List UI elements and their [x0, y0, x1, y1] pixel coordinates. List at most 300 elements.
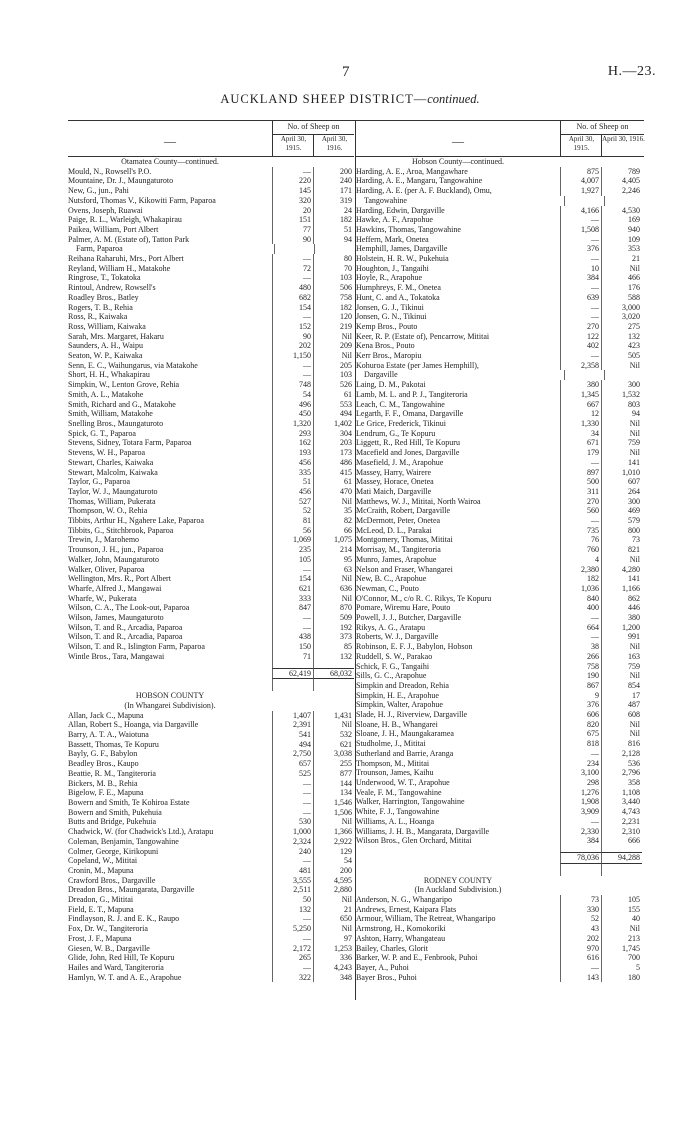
owner-name: Rikys, A. G., Aratapu — [356, 622, 426, 632]
table-row — [356, 390, 644, 400]
sheep-1915: 758 — [560, 662, 601, 672]
sheep-1915: 400 — [560, 603, 601, 613]
sheep-1915: 143 — [560, 973, 601, 983]
sheep-1915: 847 — [272, 603, 313, 613]
sheep-1915: — — [560, 613, 601, 623]
sheep-1916: 120 — [313, 312, 354, 322]
sheep-1915: 56 — [272, 526, 313, 536]
owner-name: Powell, J. J., Butcher, Dargaville — [356, 613, 462, 623]
sheep-1915: 541 — [272, 730, 313, 740]
owner-name: Kohuroa Estate (per James Hemphill), — [356, 360, 479, 370]
owner-name: Hailes and Ward, Tangiteroria — [68, 962, 164, 972]
table-row — [68, 555, 354, 565]
sheep-1916: Nil — [601, 720, 642, 730]
sheep-1915: 182 — [560, 574, 601, 584]
table-row — [356, 487, 644, 497]
table-row — [356, 584, 644, 594]
table-row — [356, 632, 644, 642]
owner-name: Mati Maich, Dargaville — [356, 486, 432, 496]
sheep-1916: Nil — [313, 720, 354, 730]
sheep-1916: 3,038 — [313, 749, 354, 759]
sheep-1915: 5,250 — [272, 924, 313, 934]
table-row — [356, 574, 644, 584]
sheep-1916: 469 — [601, 506, 642, 516]
owner-name: Seaton, W. P., Kaiwaka — [68, 351, 143, 361]
table-row — [68, 817, 354, 827]
table-row — [356, 924, 644, 934]
table-row — [68, 759, 354, 769]
owner-name: Coleman, Benjamin, Tangowahine — [68, 836, 179, 846]
sheep-1916: 94 — [601, 409, 642, 419]
owner-name: Wilson, C. A., The Look-out, Paparoa — [68, 603, 190, 613]
sheep-1915: 376 — [560, 244, 601, 254]
table-row — [68, 303, 354, 313]
sheep-1915: 1,036 — [560, 584, 601, 594]
sheep-1916: 803 — [601, 400, 642, 410]
sheep-1915: — — [560, 351, 601, 361]
owner-name: Ringrose, T., Tokatoka — [68, 273, 141, 283]
total-row — [356, 852, 644, 864]
table-row — [356, 351, 644, 361]
sheep-1915: — — [272, 856, 313, 866]
owner-name: Williams, J. H. B., Mangarata, Dargaville — [356, 826, 490, 836]
table-row — [356, 283, 644, 293]
sheep-1915: 122 — [560, 332, 601, 342]
owner-name: Simpkin, H. E., Arapohue — [356, 690, 439, 700]
owner-name: Palmer, A. M. (Estate of), Tatton Park — [68, 234, 190, 244]
sheep-1916: 4,530 — [601, 206, 642, 216]
owner-name: Giesen, W. B., Dargaville — [68, 943, 150, 953]
sheep-1915: 500 — [560, 477, 601, 487]
sheep-1916: 415 — [313, 468, 354, 478]
sheep-1915: 154 — [272, 303, 313, 313]
sheep-1915: — — [560, 632, 601, 642]
sheep-1916: 446 — [601, 603, 642, 613]
table-row — [356, 934, 644, 944]
sheep-1915: 897 — [560, 468, 601, 478]
owner-name: Sills, G. C., Arapohue — [356, 671, 427, 681]
table-row — [356, 303, 644, 313]
sheep-1915: — — [272, 273, 313, 283]
table-row — [356, 254, 644, 264]
table-row — [68, 448, 354, 458]
sheep-1915: 671 — [560, 438, 601, 448]
sheep-1915: — — [272, 254, 313, 264]
sheep-1916: 300 — [601, 497, 642, 507]
table-row — [68, 341, 354, 351]
section-heading — [68, 691, 354, 701]
sheep-1916: 209 — [313, 341, 354, 351]
sheep-1915: 760 — [560, 545, 601, 555]
owner-name: Wilson, T. and R., Arcadia, Paparoa — [68, 632, 183, 642]
sheep-count-label: No. of Sheep on — [272, 120, 354, 135]
table-row — [68, 215, 354, 225]
sheep-1916: 192 — [313, 623, 354, 633]
owner-name: Taylor, W. J., Maungaturoto — [68, 486, 158, 496]
table-row — [68, 438, 354, 448]
owner-name: Reihana Raharuhi, Mrs., Port Albert — [68, 254, 184, 264]
sheep-1915 — [274, 244, 314, 254]
table-row — [356, 973, 644, 983]
sheep-1916: 348 — [313, 973, 354, 983]
sheep-1916: 171 — [313, 186, 354, 196]
sheep-1916: 621 — [313, 740, 354, 750]
sheep-1916: 2,128 — [601, 749, 642, 759]
owner-name: Farm, Paparoa — [76, 244, 123, 254]
owner-name: Short, H. H., Whakapirau — [68, 370, 150, 380]
sheep-1916: 54 — [313, 856, 354, 866]
sheep-1916: 553 — [313, 400, 354, 410]
table-row — [68, 477, 354, 487]
sheep-1916: 1,366 — [313, 827, 354, 837]
owner-name: Walker, Oliver, Paparoa — [68, 564, 145, 574]
owner-name: Smith, William, Matakohe — [68, 409, 153, 419]
owner-name: Hobson County—continued. — [412, 157, 504, 166]
table-row — [356, 332, 644, 342]
year-1915-header: April 30, 1915. — [560, 135, 602, 156]
owner-name: Legarth, F. F., Omana, Dargaville — [356, 409, 464, 419]
table-row — [68, 953, 354, 963]
sheep-1916: Nil — [601, 448, 642, 458]
sheep-1915: — — [560, 963, 601, 973]
sheep-1915 — [564, 370, 604, 380]
owner-name: Rogers, T. B., Rehia — [68, 302, 133, 312]
sheep-1916: 536 — [601, 759, 642, 769]
sheep-1915: 190 — [560, 671, 601, 681]
sheep-1915: 151 — [272, 215, 313, 225]
owner-name: Robinson, E. F. J., Babylon, Hobson — [356, 642, 473, 652]
owner-name: Anderson, N. G., Whangaripo — [356, 895, 453, 905]
sheep-1915: 54 — [272, 390, 313, 400]
table-row — [356, 448, 644, 458]
owner-name: Wilson, T. and R., Islington Farm, Paparoa — [68, 642, 205, 652]
owner-name: Masefield, J. M., Arapohue — [356, 457, 444, 467]
owner-name — [68, 668, 272, 680]
table-row — [356, 497, 644, 507]
sheep-1916: 275 — [601, 322, 642, 332]
sheep-1915: 266 — [560, 652, 601, 662]
table-row — [356, 361, 644, 371]
owner-name: Bassett, Thomas, Te Kopuru — [68, 739, 159, 749]
owner-name: Trewin, J., Marohemo — [68, 535, 140, 545]
year-1915-header: April 30, 1915. — [272, 135, 314, 156]
sheep-1916: 21 — [601, 254, 642, 264]
owner-name: Williams, A. L., Hoanga — [356, 816, 435, 826]
sheep-1916: 155 — [601, 905, 642, 915]
sheep-1915: 202 — [560, 934, 601, 944]
sheep-1916: 173 — [313, 448, 354, 458]
table-row — [68, 322, 354, 332]
table-row — [356, 535, 644, 545]
sheep-1915: 496 — [272, 400, 313, 410]
owner-name: Laing, D. M., Pakotai — [356, 380, 426, 390]
sheep-1916: 1,108 — [601, 788, 642, 798]
owner-name: Rintoul, Andrew, Rowsell's — [68, 283, 156, 293]
sheep-1916: 466 — [601, 273, 642, 283]
owner-name: Allan, Robert S., Hoanga, via Dargaville — [68, 720, 199, 730]
owner-name: RODNEY COUNTY — [423, 875, 493, 885]
sheep-1915: — — [560, 283, 601, 293]
sheep-1915: 1,150 — [272, 351, 313, 361]
sheep-1915: 664 — [560, 623, 601, 633]
sheep-1916: Nil — [601, 642, 642, 652]
sheep-1916: Nil — [313, 332, 354, 342]
table-row — [68, 730, 354, 740]
table-row — [356, 963, 644, 973]
sheep-1916: 1,010 — [601, 468, 642, 478]
sheep-1916: 200 — [313, 167, 354, 177]
sheep-1916: Nil — [601, 924, 642, 934]
owner-name: Newman, C., Pouto — [356, 583, 419, 593]
table-row — [68, 487, 354, 497]
sheep-1915: 2,358 — [560, 361, 601, 371]
table-row — [356, 409, 644, 419]
owner-name: White, F. J., Tangowahine — [356, 807, 440, 817]
sheep-1916: 1,745 — [601, 944, 642, 954]
sheep-1916: 470 — [313, 487, 354, 497]
owner-name: Harding, A. E., Aroa, Mangawhare — [356, 166, 468, 176]
owner-name: Reyland, William H., Matakohe — [68, 263, 171, 273]
table-row — [68, 642, 354, 652]
table-row — [356, 768, 644, 778]
owner-name: Thompson, M., Mititai — [356, 758, 430, 768]
sheep-1916: 608 — [601, 710, 642, 720]
owner-name: Lendrum, G., Te Kopuru — [356, 428, 436, 438]
sheep-1915: 4,007 — [560, 176, 601, 186]
table-row — [356, 341, 644, 351]
owner-name: Walker, John, Maungaturoto — [68, 554, 160, 564]
sheep-1916: 1,546 — [313, 798, 354, 808]
sheep-1916: 300 — [601, 380, 642, 390]
table-row — [68, 186, 354, 196]
table-row — [356, 662, 644, 672]
sheep-1916: Nil — [601, 671, 642, 681]
owner-name: Wharfe, Alfred J., Mangawai — [68, 583, 162, 593]
owner-name: Underwood, W. T., Arapohue — [356, 778, 450, 787]
sheep-1915: — — [272, 808, 313, 818]
sheep-1916: 506 — [313, 283, 354, 293]
sheep-1915 — [564, 196, 604, 206]
sheep-1915: 335 — [272, 468, 313, 478]
right-table-header — [356, 120, 644, 157]
owner-name: Hawke, A. F., Arapohue — [356, 215, 433, 225]
owner-name: Kerr Bros., Maropiu — [356, 351, 422, 361]
sheep-1916: Nil — [601, 419, 642, 429]
sheep-1916: 877 — [313, 769, 354, 779]
sheep-1916: 3,020 — [601, 312, 642, 322]
sheep-1915: 76 — [560, 535, 601, 545]
sheep-1915: — — [272, 167, 313, 177]
sheep-1915: 2,750 — [272, 749, 313, 759]
table-row — [356, 681, 644, 691]
sheep-1915: 62,419 — [272, 668, 313, 680]
sheep-1916: 2,310 — [601, 827, 642, 837]
sheep-1915: 3,100 — [560, 768, 601, 778]
sheep-1916: 373 — [313, 632, 354, 642]
sheep-1916: 51 — [313, 225, 354, 235]
table-row — [356, 225, 644, 235]
table-row — [356, 429, 644, 439]
owner-name: Beattie, R. M., Tangiteroria — [68, 768, 156, 778]
sheep-1915: — — [560, 215, 601, 225]
sheep-1915: 52 — [560, 914, 601, 924]
table-row — [68, 235, 354, 245]
owner-name: Slade, H. J., Riverview, Dargaville — [356, 710, 468, 720]
owner-name: Nutsford, Thomas V., Kikowiti Farm, Paparoa — [68, 195, 216, 205]
owner-name: Wellington, Mrs. R., Port Albert — [68, 574, 171, 584]
sheep-1916: 532 — [313, 730, 354, 740]
table-row — [356, 312, 644, 322]
table-row — [68, 206, 354, 216]
sheep-1915: 1,276 — [560, 788, 601, 798]
sheep-1916: 182 — [313, 303, 354, 313]
sheep-1915: — — [560, 303, 601, 313]
table-row — [68, 613, 354, 623]
sheep-1915: 179 — [560, 448, 601, 458]
sheep-1916: 240 — [313, 176, 354, 186]
table-row — [68, 847, 354, 857]
owner-name: Keer, R. P. (Estate of), Pencarrow, Mititai — [356, 331, 490, 341]
sheep-1916: 1,166 — [601, 584, 642, 594]
table-row — [68, 749, 354, 759]
sheep-1916: 423 — [601, 341, 642, 351]
section-heading — [356, 876, 644, 886]
sheep-1916: 2,922 — [313, 837, 354, 847]
sheep-1916: 4,280 — [601, 565, 642, 575]
sheep-1916: 214 — [313, 545, 354, 555]
table-row — [356, 244, 644, 254]
table-row — [68, 468, 354, 478]
table-row — [356, 729, 644, 739]
owner-name: Studholme, J., Mititai — [356, 739, 426, 749]
owner-name: Chadwick, W. (for Chadwick's Ltd.), Aratapu — [68, 827, 214, 837]
owner-name: Tibbits, G., Stitchbrook, Paparoa — [68, 525, 174, 535]
sheep-1915: 621 — [272, 584, 313, 594]
owner-name: Bigelow, F. E., Mapuna — [68, 788, 144, 798]
sheep-1916: 66 — [313, 526, 354, 536]
sheep-1915: — — [272, 798, 313, 808]
sheep-1915: 639 — [560, 293, 601, 303]
sheep-1915: 438 — [272, 632, 313, 642]
sheep-1915: 657 — [272, 759, 313, 769]
table-row — [68, 351, 354, 361]
sheep-1916: 494 — [313, 409, 354, 419]
sheep-1915: 330 — [560, 905, 601, 915]
table-row — [356, 691, 644, 701]
sheep-1916: 103 — [313, 273, 354, 283]
table-row — [68, 225, 354, 235]
owner-name: Hamlyn, W. T. and A. E., Arapohue — [68, 972, 182, 982]
owner-name: Le Grice, Frederick, Tikinui — [356, 418, 446, 428]
owner-name: Wintle Bros., Tara, Mangawai — [68, 651, 165, 661]
owner-name: Nelson and Fraser, Whangarei — [356, 564, 453, 574]
owner-name: Kena Bros., Pouto — [356, 341, 415, 351]
owner-name: New, G., jun., Pahi — [68, 186, 129, 196]
sheep-1916: 2,231 — [601, 817, 642, 827]
sheep-1916: 129 — [313, 847, 354, 857]
sheep-1916: 991 — [601, 632, 642, 642]
sheep-1915: — — [272, 788, 313, 798]
sheep-1916: 205 — [313, 361, 354, 371]
sheep-1916: 758 — [313, 293, 354, 303]
sheep-1916: 4,243 — [313, 963, 354, 973]
sheep-1915: 322 — [272, 973, 313, 983]
sheep-1916: Nil — [601, 729, 642, 739]
sheep-1916: Nil — [313, 574, 354, 584]
sheep-1915: 667 — [560, 400, 601, 410]
sheep-1915: 220 — [272, 176, 313, 186]
table-row — [356, 506, 644, 516]
sheep-1916: 2,796 — [601, 768, 642, 778]
owner-name: Humphreys, F. M., Onetea — [356, 283, 441, 293]
owner-name: Mould, N., Rowsell's P.O. — [68, 166, 152, 176]
total-row — [68, 668, 354, 680]
owner-name: Sarah, Mrs. Margaret, Hakaru — [68, 331, 164, 341]
sheep-1915: 202 — [272, 341, 313, 351]
sheep-1916: Nil — [601, 555, 642, 565]
sheep-1915: 1,000 — [272, 827, 313, 837]
sheep-1915: — — [560, 817, 601, 827]
table-row — [356, 380, 644, 390]
table-row — [68, 856, 354, 866]
sheep-1915: 73 — [560, 895, 601, 905]
owner-name: Massey, Horace, Onetea — [356, 477, 434, 487]
table-row — [68, 914, 354, 924]
sheep-1916 — [314, 244, 354, 254]
year-1916-header: April 30, 1916. — [313, 135, 355, 156]
table-row — [356, 594, 644, 604]
sheep-1916: 650 — [313, 914, 354, 924]
header-dash: — — [164, 134, 176, 148]
owner-name: Andrews, Ernest, Kaipara Flats — [356, 904, 457, 914]
table-row — [356, 788, 644, 798]
table-row — [68, 535, 354, 545]
sheep-1915: 52 — [272, 506, 313, 516]
sheep-1916 — [313, 685, 354, 691]
sheep-1916: 103 — [313, 370, 354, 380]
sheep-1916: 4,743 — [601, 807, 642, 817]
table-row — [68, 895, 354, 905]
sheep-1915: 450 — [272, 409, 313, 419]
table-row — [68, 769, 354, 779]
sheep-1916: 1,253 — [313, 944, 354, 954]
sheep-1915: 1,345 — [560, 390, 601, 400]
year-1916-header: April 30, 1916. — [601, 135, 645, 156]
owner-name: Simpkin, Walter, Arapohue — [356, 700, 443, 710]
sheep-1915: 51 — [272, 477, 313, 487]
owner-name: Trounson, James, Kaihu — [356, 768, 434, 778]
sheep-1915: 1,908 — [560, 797, 601, 807]
sheep-1916: 35 — [313, 506, 354, 516]
owner-name: Saunders, A. H., Waipu — [68, 341, 143, 351]
sheep-1915: 1,069 — [272, 535, 313, 545]
sheep-1916: 2,246 — [601, 186, 642, 196]
owner-name: Wharfe, W., Pukerata — [68, 593, 137, 603]
left-column — [68, 120, 354, 982]
table-row — [68, 866, 354, 876]
sheep-1916: 80 — [313, 254, 354, 264]
table-row — [356, 176, 644, 186]
header-dash: — — [452, 134, 464, 148]
table-row — [68, 944, 354, 954]
right-column — [356, 120, 644, 982]
sheep-1916: 505 — [601, 351, 642, 361]
sheep-1916: 1,402 — [313, 419, 354, 429]
sheep-1916: 180 — [601, 973, 642, 983]
sheep-1915: 105 — [272, 555, 313, 565]
sheep-1915: 530 — [272, 817, 313, 827]
sheep-1915: 2,511 — [272, 885, 313, 895]
